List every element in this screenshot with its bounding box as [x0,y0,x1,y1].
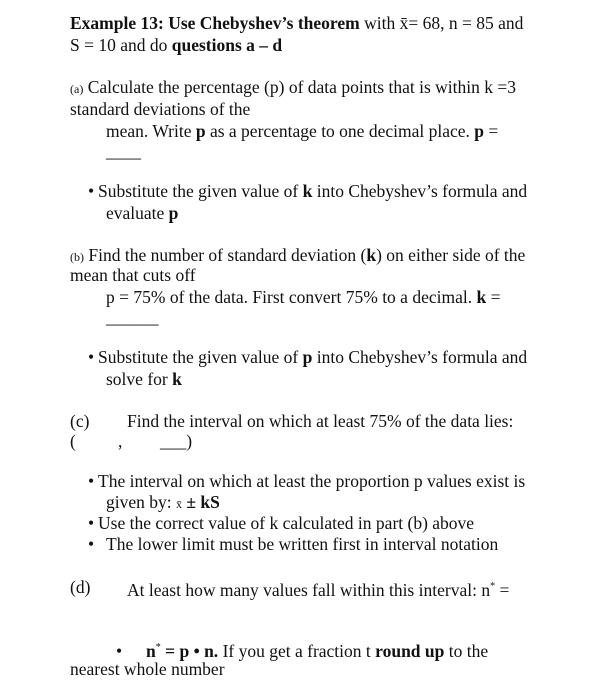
part-d-formula-star: * [155,642,161,653]
part-d-formula-n: n [146,640,156,661]
part-a-bullet-text-rest: into Chebyshev’s formula and [316,181,528,201]
part-c-xbar: x̄ [176,497,182,511]
part-c-marker: (c) [70,411,90,431]
part-d-to-the: to the [448,640,489,661]
part-d-equals: = [499,579,510,600]
part-c-interval-blank[interactable] [160,430,192,452]
part-b-bullet-solve: solve for [106,369,168,389]
part-b-bullet-text: Substitute the given value of [98,347,299,367]
example-number: Example 13: [70,13,164,33]
part-a-p-variable: p [195,121,206,141]
part-d-n: n [481,579,491,600]
part-b-k-answer-label: k [476,287,487,307]
part-d-marker: (d) [70,577,91,597]
part-a-bullet-evaluate: evaluate [106,203,165,223]
part-b-answer-blank[interactable]: ______ [106,307,159,327]
bullet-dot-icon: • [116,640,123,661]
bullet-dot-icon: • [88,181,95,201]
part-d-star: * [490,581,496,592]
part-b-line-3-text: p = 75% of the data. First convert 75% to a decimal. [106,287,473,307]
part-b-question-rest: ) on either side of the [376,245,526,265]
part-a-bullet-line-2 [106,202,178,224]
part-a-answer-blank[interactable]: ____ [106,141,141,161]
part-a-question-line-1: Calculate the percentage (p) of data points that is within k =3 [87,77,516,97]
part-d-round-up: round up [375,640,445,661]
part-b-equals: = [490,287,501,307]
part-a-bullet-text: Substitute the given value of [98,181,299,201]
given-sd: S = 10 and do [70,35,168,55]
part-a-bullet-p: p [168,203,179,223]
part-d-question-text: At least how many values fall within this interval: [127,579,477,600]
part-c-bullet-2-text: Use the correct value of k calculated in part (b) above [98,513,475,533]
part-a-line-1 [70,76,516,100]
part-c-bullet-1 [88,470,525,492]
part-d-fraction-text: If you get a fraction t [222,640,371,661]
bullet-dot-icon: • [88,471,95,491]
part-b-marker: (b) [70,250,84,264]
bullet-dot-icon: • [88,534,95,554]
part-c-ks: ± kS [186,492,220,512]
part-c-question: Find the interval on which at least 75% of the data lies: [127,411,514,431]
part-b-bullet-p: p [302,347,313,367]
example-title-line-2 [70,34,282,56]
part-b-question-text: Find the number of standard deviation ( [88,245,367,265]
part-b-bullet [88,346,527,368]
part-b-bullet-k: k [172,369,182,389]
part-a-line-3-text: mean. Write [106,121,192,141]
part-b-bullet-line-2 [106,368,182,390]
bullet-dot-icon: • [88,347,95,367]
example-lead: Use Chebyshev’s theorem [168,13,360,33]
part-b-bullet-text-rest: into Chebyshev’s formula and [316,347,528,367]
part-b-k-variable: k [366,245,377,265]
part-a-line-2: standard deviations of the [70,99,251,119]
part-d-question [127,576,509,601]
part-c-bullet-3-text: The lower limit must be written first in interval notation [106,534,499,554]
part-a-line-3-rest: as a percentage to one decimal place. [209,121,470,141]
part-a-p-answer-label: p [474,121,484,141]
part-c-interval-open: ( [70,431,76,451]
part-d-line-2: nearest whole number [70,659,225,679]
questions-range: questions a – d [171,35,283,55]
part-a-equals: = [488,121,499,141]
part-d-formula: = p • n. [165,640,219,661]
part-c-interval-comma: , [118,431,123,451]
part-a-marker: (a) [70,82,84,96]
part-b-line-2: mean that cuts off [70,265,196,285]
part-a-bullet-k: k [302,181,313,201]
part-a-bullet [88,180,527,202]
part-b-line-3 [106,286,500,308]
part-c-bullet-2 [88,512,474,534]
example-title-line-1 [70,12,523,34]
part-c-given-by: given by: [106,492,172,512]
part-c-interval-close: ) [186,431,193,451]
bullet-dot-icon: • [88,513,95,533]
part-c-bullet-3 [88,533,498,555]
example-given-values: with x̄= 68, n = 85 and [364,13,524,33]
part-c-interval-upper-blank[interactable]: ___ [160,431,187,451]
part-c-bullet-1-text: The interval on which at least the proportion p values exist is [98,471,526,491]
part-a-line-3 [106,120,498,142]
